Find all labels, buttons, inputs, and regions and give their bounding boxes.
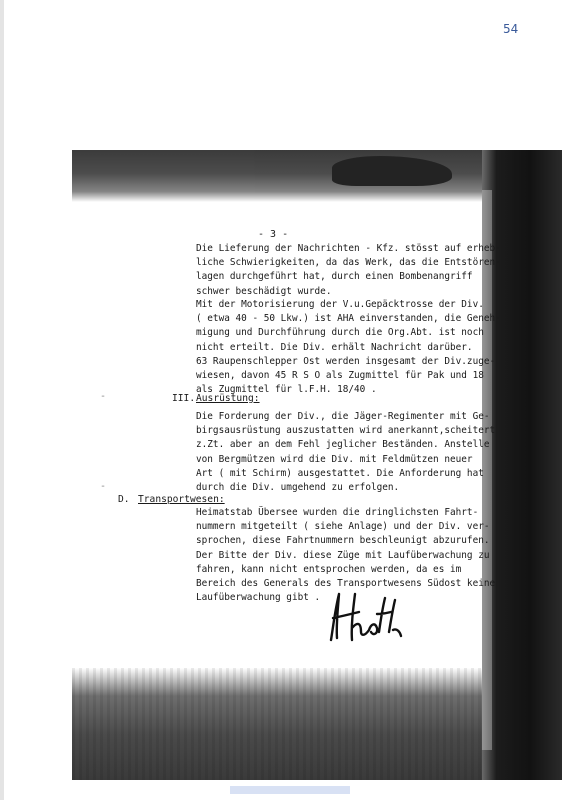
text-line: Bereich des Generals des Transportwesens Südost keine [196,578,496,590]
text-line: fahren, kann nicht entsprochen werden, da es im [196,563,462,575]
page-marker: - 3 - [258,229,289,240]
handwritten-page-number: 54 [503,22,519,36]
text-line: nummern mitgeteilt ( siehe Anlage) und der Div. ver- [196,521,490,533]
text-line: Die Lieferung der Nachrichten - Kfz. stösst auf erheb- [196,243,501,254]
text-line: wiesen, davon 45 R S O als Zugmittel für Pak und 18 [196,370,484,382]
text-line: als Zugmittel für l.F.H. 18/40 . [196,384,377,396]
text-line: Der Bitte der Div. diese Züge mit Laufüberwachung zu [196,549,490,561]
text-line: ( etwa 40 - 50 Lkw.) ist AHA einverstanden, die Geneh- [196,313,501,325]
text-line: durch die Div. umgehend zu erfolgen. [196,482,400,494]
section-d-title: Transportwesen: [138,494,225,505]
text-line: schwer beschädigt wurde. [196,285,332,297]
paragraph-motorisierung [196,298,501,397]
text-line: Art ( mit Schirm) ausgestattet. Die Anforderung hat [196,467,484,479]
text-line: z.Zt. aber an dem Fehl jeglicher Beständen. Anstelle [196,439,490,451]
signature-graphic [325,588,405,646]
section-iii-title: Ausrüstung: [196,393,260,404]
text-line: liche Schwierigkeiten, da das Werk, das die Entstören- [196,257,501,269]
text-line: Laufüberwachung gibt . [196,592,321,604]
section-d-number: D. [118,494,130,505]
paragraph-nachrichten [196,242,501,299]
text-line: migung und Durchführung durch die Org.Abt. ist noch [196,327,484,339]
margin-dash: - [100,481,107,492]
handwritten-signature [325,588,405,651]
text-line: sprochen, diese Fahrtnummern beschleunigt abzurufen. [196,535,490,547]
text-line: birgsausrüstung auszustatten wird anerkannt,scheitert [196,425,496,437]
text-line: nicht erteilt. Die Div. erhält Nachricht darüber. [196,341,473,353]
text-line: Heimatstab Übersee wurden die dringlichsten Fahrt- [196,507,479,518]
text-line: Mit der Motorisierung der V.u.Gepäcktrosse der Div. [196,299,484,310]
paragraph-ausruestung [196,410,495,495]
text-line: von Bergmützen wird die Div. mit Feldmützen neuer [196,453,473,465]
text-line: Die Forderung der Div., die Jäger-Regimenter mit Ge- [196,411,490,422]
margin-dash: - [100,391,107,402]
text-line: 63 Raupenschlepper Ost werden insgesamt der Div.zuge- [196,355,496,367]
text-line: lagen durchgeführt hat, durch einen Bombenangriff [196,271,473,283]
section-iii-number: III. [172,393,196,404]
